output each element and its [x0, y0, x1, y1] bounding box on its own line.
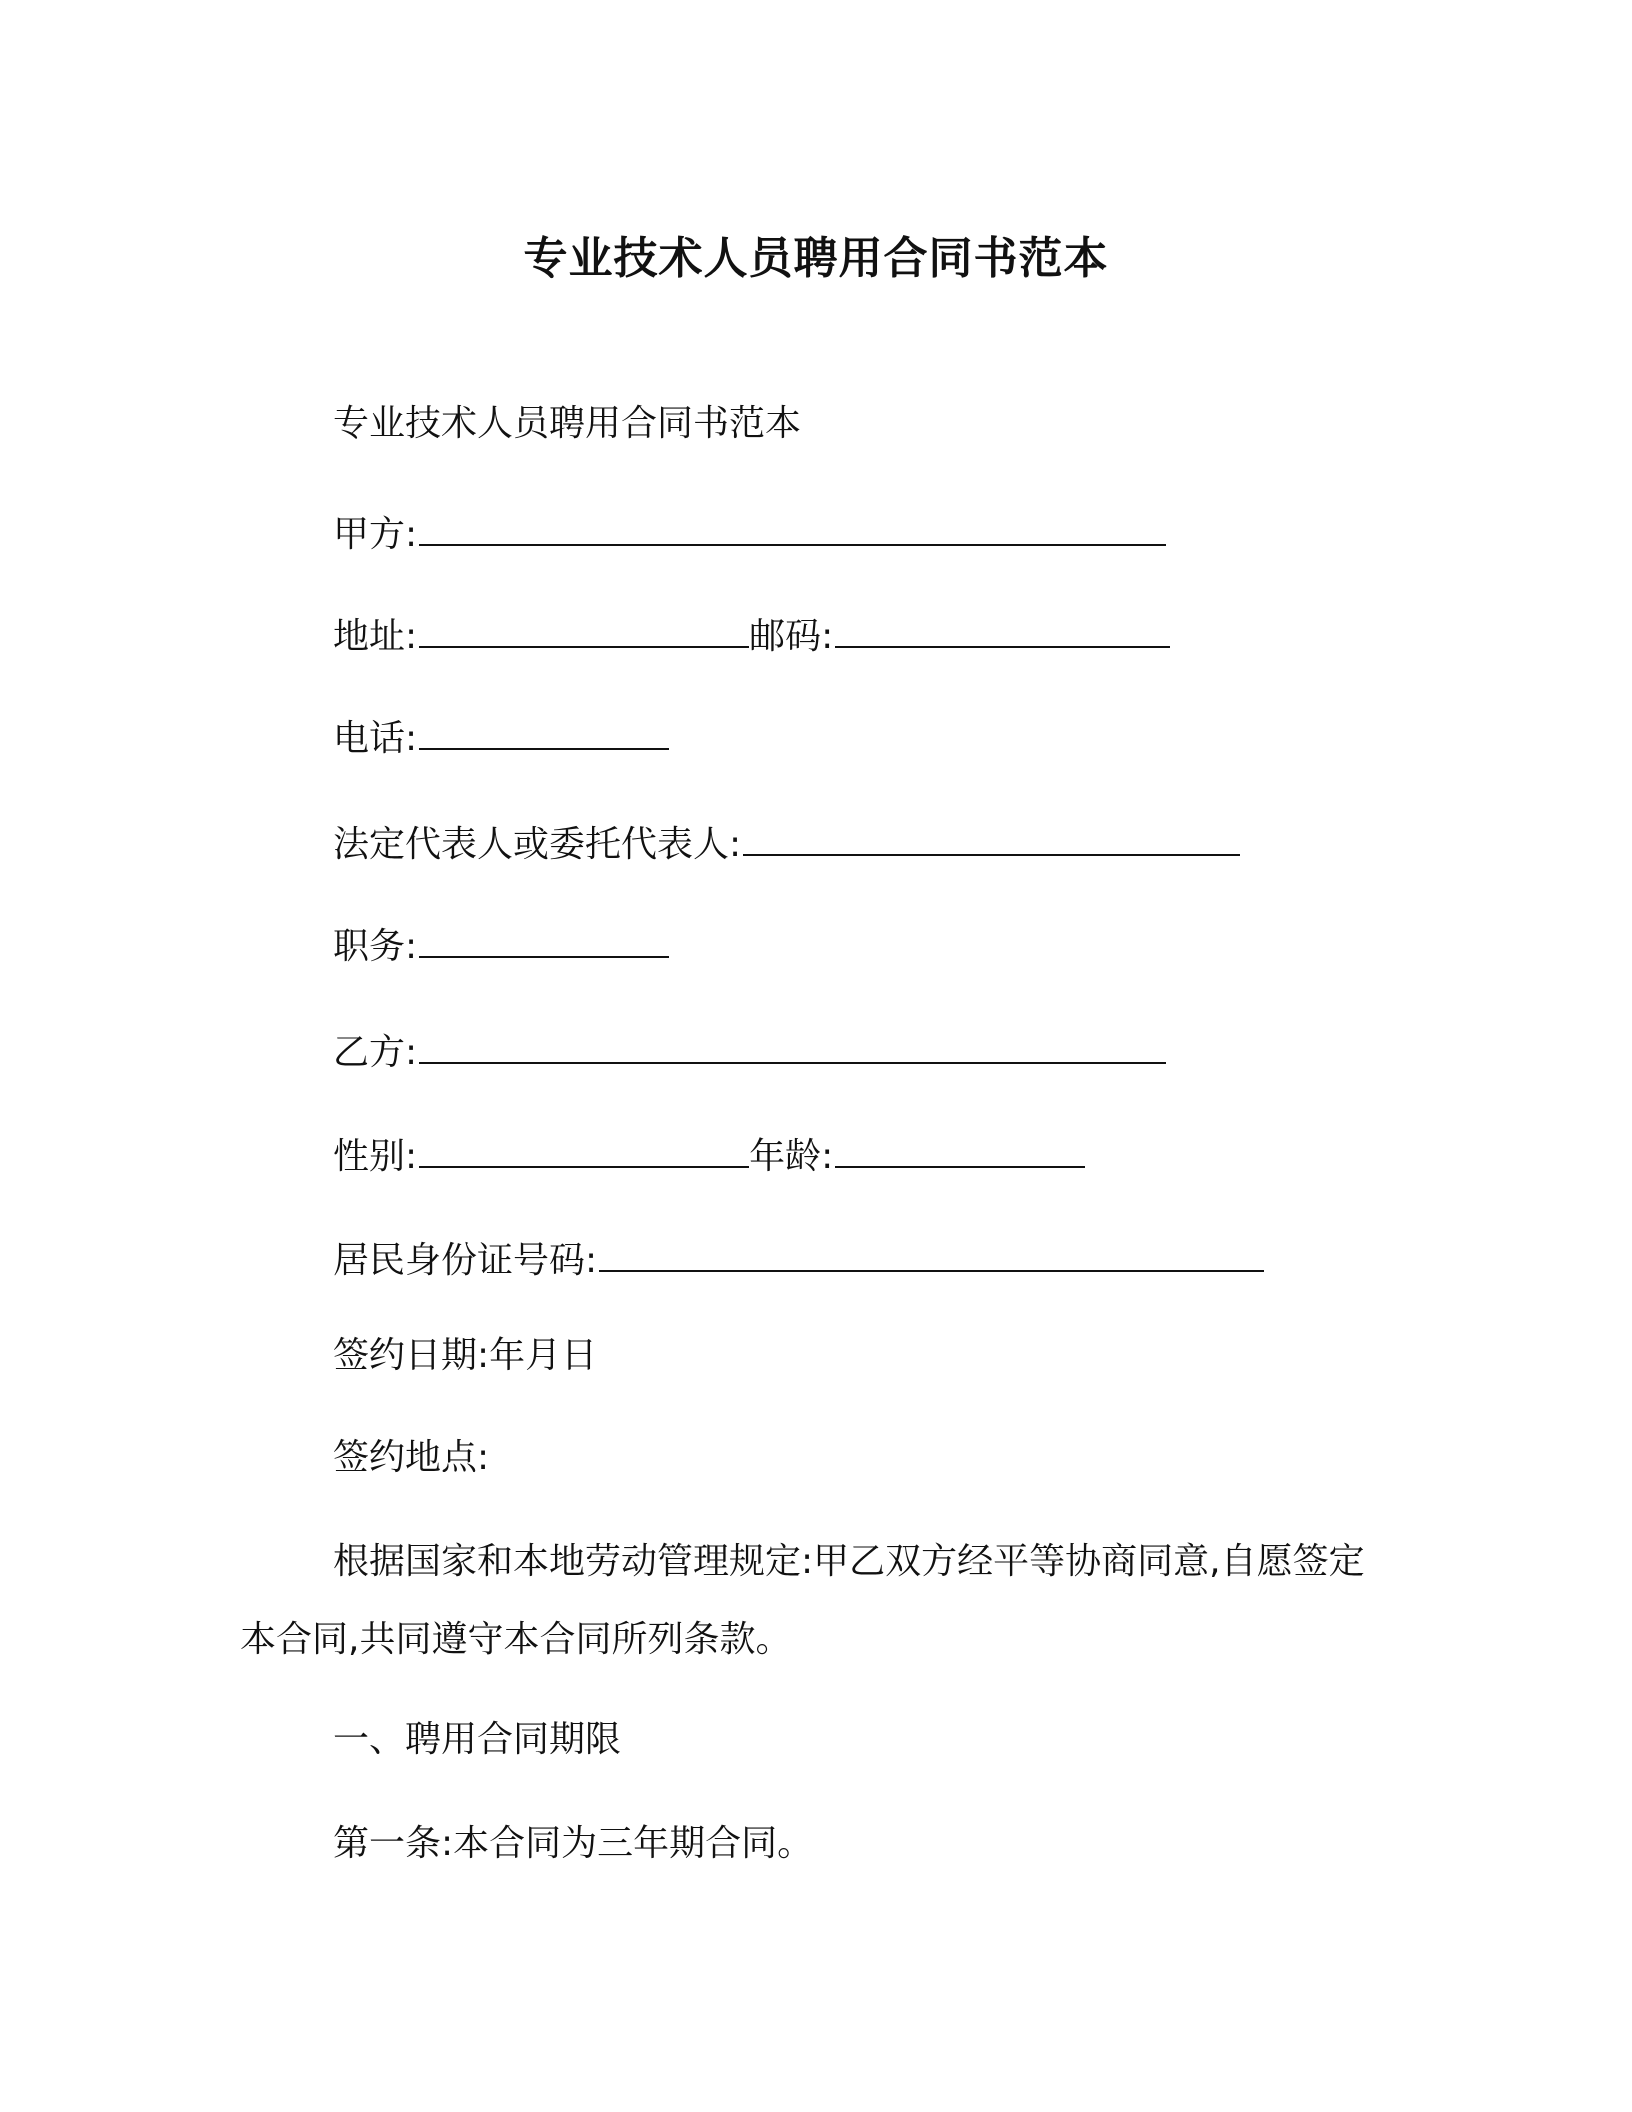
postcode-label: 邮码:: [749, 616, 834, 657]
address-label: 地址:: [333, 616, 418, 657]
phone-blank[interactable]: [419, 712, 669, 750]
representative-label: 法定代表人或委托代表人:: [333, 824, 742, 865]
party-b-blank[interactable]: [419, 1026, 1166, 1064]
id-number-row: [333, 1234, 1264, 1285]
id-number-label: 居民身份证号码:: [333, 1240, 598, 1281]
representative-row: [333, 818, 1240, 869]
position-row: [333, 920, 669, 971]
representative-blank[interactable]: [743, 818, 1240, 856]
signing-date: 签约日期:年月日: [333, 1335, 598, 1376]
gender-age-row: [333, 1130, 1085, 1181]
party-a-blank[interactable]: [419, 508, 1166, 546]
id-number-blank[interactable]: [599, 1234, 1264, 1272]
article-1: 第一条:本合同为三年期合同。: [333, 1823, 814, 1864]
party-b-label: 乙方:: [333, 1032, 418, 1073]
address-blank[interactable]: [419, 610, 749, 648]
document-subtitle: 专业技术人员聘用合同书范本: [333, 403, 802, 444]
position-label: 职务:: [333, 926, 418, 967]
position-blank[interactable]: [419, 920, 669, 958]
document-title: 专业技术人员聘用合同书范本: [523, 233, 1109, 284]
gender-label: 性别:: [333, 1136, 418, 1177]
party-a-label: 甲方:: [333, 514, 418, 555]
age-blank[interactable]: [835, 1130, 1085, 1168]
phone-row: [333, 712, 669, 763]
address-row: [333, 610, 1170, 661]
phone-label: 电话:: [333, 718, 418, 759]
section-1-heading: 一、聘用合同期限: [333, 1719, 622, 1760]
postcode-blank[interactable]: [835, 610, 1170, 648]
age-label: 年龄:: [749, 1136, 834, 1177]
signing-place: 签约地点:: [333, 1437, 490, 1478]
party-b-row: [333, 1026, 1166, 1077]
preamble-paragraph: 根据国家和本地劳动管理规定:甲乙双方经平等协商同意,自愿签定本合同,共同遵守本合同所列条款。: [240, 1541, 1365, 1660]
gender-blank[interactable]: [419, 1130, 749, 1168]
party-a-row: [333, 508, 1166, 559]
